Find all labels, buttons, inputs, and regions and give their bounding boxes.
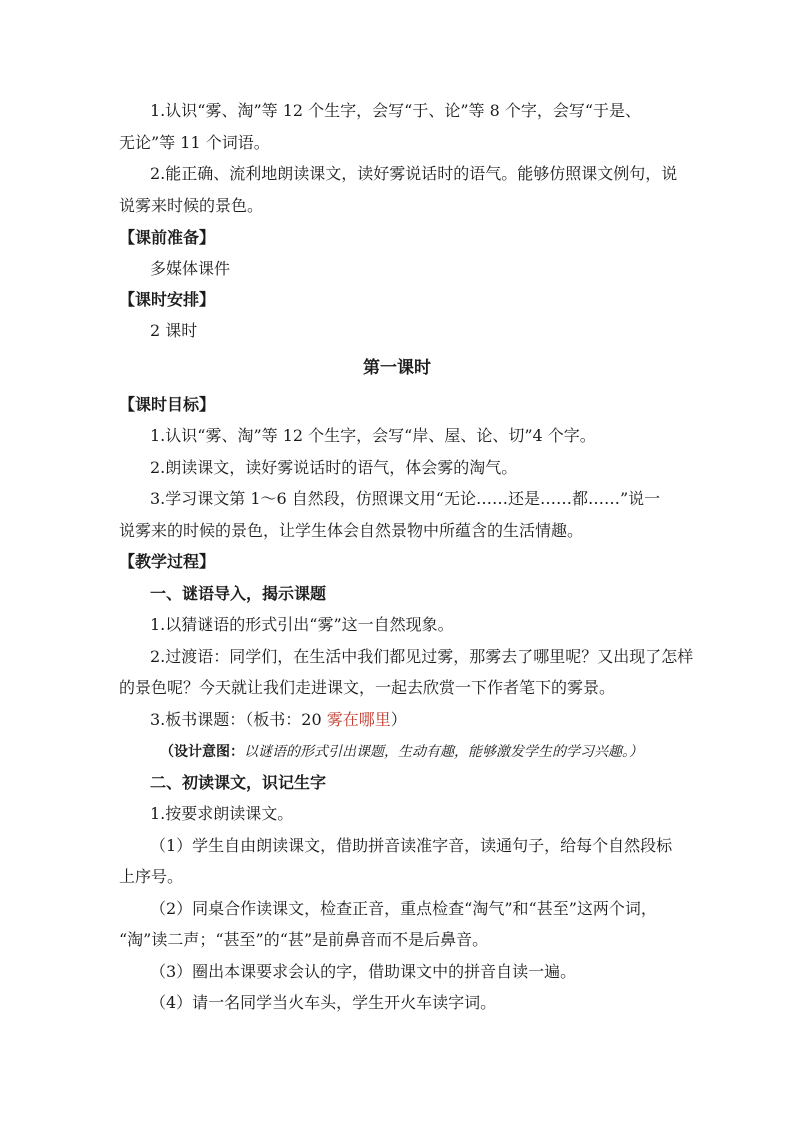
design-intent-body: 以谜语的形式引出课题，生动有趣，能够激发学生的学习兴趣。）	[244, 744, 643, 760]
section-1-title: 一、谜语导入，揭示课题	[150, 584, 327, 603]
section-2-sub-1-line-2: 上序号。	[119, 867, 184, 886]
goal-item-2-line-2: 说雾来时候的景色。	[119, 196, 264, 215]
lesson-goal-1: 1.认识“雾、淘”等 12 个生字，会写“岸、屋、论、切”4 个字。	[150, 426, 596, 445]
section-1-step-2-line-1: 2.过渡语：同学们，在生活中我们都见过雾，那雾去了哪里呢？又出现了怎样	[150, 647, 694, 666]
lesson-goals-heading: 【课时目标】	[119, 395, 216, 414]
lesson-goal-3-line-1: 3.学习课文第 1～6 自然段，仿照课文用“无论……还是……都……”说一	[150, 489, 661, 508]
section-2-sub-3: （3）圈出本课要求会认的字，借助课文中的拼音自读一遍。	[150, 962, 577, 981]
board-title-suffix: ）	[390, 710, 407, 729]
section-2-sub-2-line-1: （2）同桌合作读课文，检查正音，重点检查“淘气”和“甚至”这两个词，	[150, 899, 657, 918]
section-2-title: 二、初读课文，识记生字	[150, 773, 327, 792]
section-1-step-1: 1.以猜谜语的形式引出“雾”这一自然现象。	[150, 615, 454, 634]
section-2-step-1: 1.按要求朗读课文。	[150, 804, 294, 823]
lesson-goal-2: 2.朗读课文，读好雾说话时的语气，体会雾的淘气。	[150, 458, 518, 477]
lesson-goal-3-line-2: 说雾来的时候的景色，让学生体会自然景物中所蕴含的生活情趣。	[119, 521, 584, 540]
design-intent	[160, 742, 643, 762]
goal-item-1-line-2: 无论”等 11 个词语。	[119, 133, 270, 152]
goal-item-2-line-1: 2.能正确、流利地朗读课文，读好雾说话时的语气。能够仿照课文例句，说	[150, 164, 678, 183]
schedule-content: 2 课时	[150, 321, 198, 340]
design-intent-label: （设计意图：	[160, 744, 244, 760]
lesson-title: 第一课时	[363, 358, 431, 378]
schedule-heading: 【课时安排】	[119, 290, 216, 309]
section-2-sub-4: （4）请一名同学当火车头，学生开火车读字词。	[150, 993, 497, 1012]
section-1-step-2-line-2: 的景色呢？今天就让我们走进课文，一起去欣赏一下作者笔下的雾景。	[119, 678, 616, 697]
board-title-text: 雾在哪里	[326, 710, 391, 729]
section-1-step-3	[150, 710, 407, 730]
goal-item-1-line-1: 1.认识“雾、淘”等 12 个生字，会写“于、论”等 8 个字，会写“于是、	[150, 101, 642, 120]
section-2-sub-2-line-2: “淘”读二声；“甚至”的“甚”是前鼻音而不是后鼻音。	[119, 930, 489, 949]
prep-heading: 【课前准备】	[119, 228, 216, 247]
process-heading: 【教学过程】	[119, 552, 216, 571]
section-2-sub-1-line-1: （1）学生自由朗读课文，借助拼音读准字音，读通句子，给每个自然段标	[150, 836, 673, 855]
prep-content: 多媒体课件	[150, 259, 231, 278]
board-title-prefix: 3.板书课题：（板书：20	[150, 710, 327, 729]
